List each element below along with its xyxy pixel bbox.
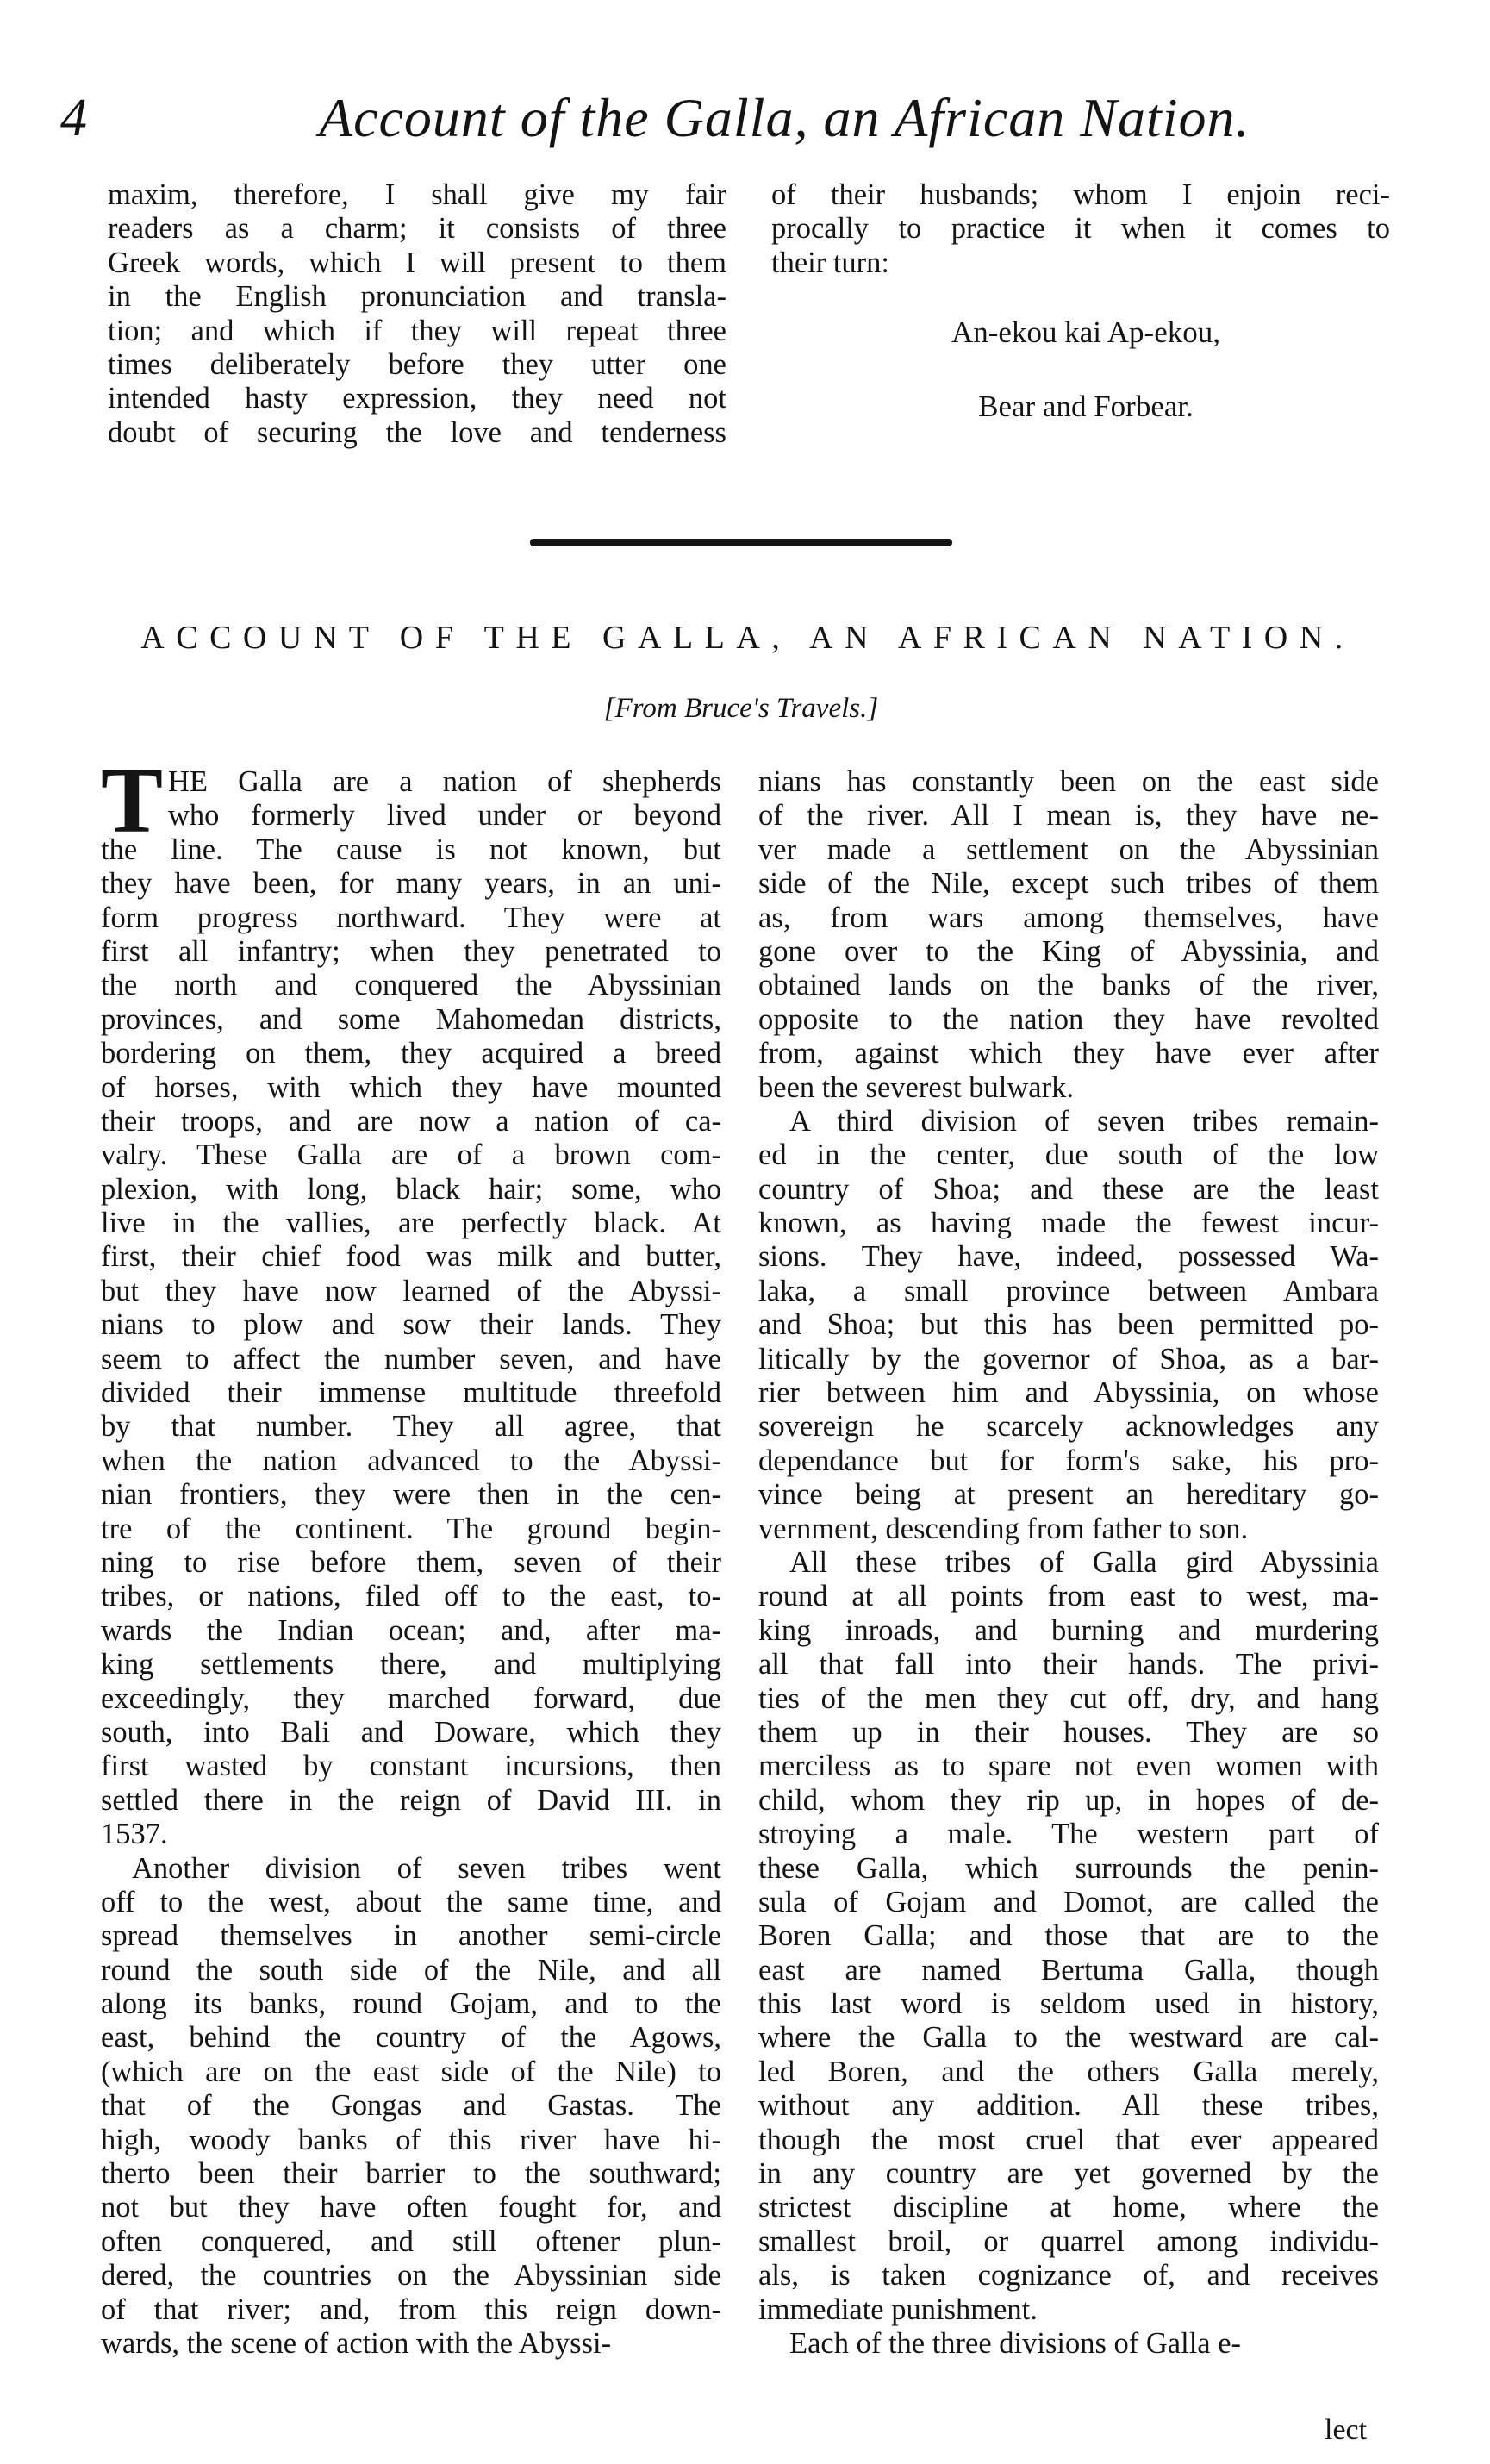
text-line: doubt of securing the love and tenderness xyxy=(108,415,726,449)
running-title: Account of the Galla, an African Nation. xyxy=(319,87,1250,148)
text-line: east are named Bertuma Galla, though xyxy=(758,1953,1379,1987)
text-line: king inroads, and burning and murdering xyxy=(758,1613,1379,1647)
text-line: procally to practice it when it comes to xyxy=(771,212,1390,246)
text-line: divided their immense multitude threefold xyxy=(101,1376,721,1410)
text-line: first, their chief food was milk and butter, xyxy=(101,1240,721,1274)
text-line: but they have now learned of the Abyssi- xyxy=(101,1274,721,1307)
text-line: them up in their houses. They are so xyxy=(758,1715,1379,1749)
text-line: live in the vallies, are perfectly black. At xyxy=(101,1207,721,1240)
text-line: wards, the scene of action with the Abyssi- xyxy=(101,2326,612,2360)
text-line: of their husbands; whom I enjoin reci- xyxy=(771,178,1390,211)
text-line: by that number. They all agree, that xyxy=(101,1410,721,1444)
section-divider-rule xyxy=(530,539,952,546)
text-line: that of the Gongas and Gastas. The xyxy=(101,2089,721,2123)
article-source: [From Bruce's Travels.] xyxy=(603,693,879,724)
motto-english: Bear and Forbear. xyxy=(978,390,1194,423)
running-header xyxy=(60,79,1370,157)
text-line: in the English pronunciation and transla- xyxy=(108,280,726,314)
text-line: (which are on the east side of the Nile) to xyxy=(101,2055,721,2088)
text-line: of the river. All I mean is, they have ne- xyxy=(758,799,1379,833)
text-line: nians has constantly been on the east side xyxy=(758,765,1379,798)
text-line: Another division of seven tribes went xyxy=(132,1851,721,1885)
intro-left-column xyxy=(108,178,726,450)
text-line: nian frontiers, they were then in the cen- xyxy=(101,1478,721,1512)
text-line: when the nation advanced to the Abyssi- xyxy=(101,1444,721,1477)
text-line: rier between him and Abyssinia, on whose xyxy=(758,1376,1379,1410)
text-line: their troops, and are now a nation of ca- xyxy=(101,1104,721,1138)
text-line: obtained lands on the banks of the river, xyxy=(758,969,1379,1002)
text-line: A third division of seven tribes remain- xyxy=(789,1104,1379,1138)
text-line: wards the Indian ocean; and, after ma- xyxy=(101,1613,721,1647)
text-line: without any addition. All these tribes, xyxy=(758,2089,1379,2123)
text-line: king settlements there, and multiplying xyxy=(101,1648,721,1681)
text-line: they have been, for many years, in an uni- xyxy=(101,867,721,901)
text-line: south, into Bali and Doware, which they xyxy=(101,1715,721,1749)
text-line: plexion, with long, black hair; some, who xyxy=(101,1172,721,1206)
text-line: along its banks, round Gojam, and to the xyxy=(101,1987,721,2021)
text-line: Each of the three divisions of Galla e- xyxy=(789,2326,1242,2360)
text-line: opposite to the nation they have revolted xyxy=(758,1002,1379,1036)
text-line: maxim, therefore, I shall give my fair xyxy=(108,178,726,211)
text-line: sions. They have, indeed, possessed Wa- xyxy=(758,1240,1379,1274)
text-line: readers as a charm; it consists of three xyxy=(108,212,726,246)
text-line: sula of Gojam and Domot, are called the xyxy=(758,1885,1379,1918)
text-line: ties of the men they cut off, dry, and hang xyxy=(758,1681,1379,1715)
text-line: stroying a male. The western part of xyxy=(758,1818,1379,1851)
drop-cap: T xyxy=(101,750,164,852)
text-line: first wasted by constant incursions, then xyxy=(101,1750,721,1783)
text-line: form progress northward. They were at xyxy=(101,901,721,934)
article-right-column xyxy=(758,765,1379,2361)
article-title: ACCOUNT OF THE GALLA, AN AFRICAN NATION. xyxy=(140,620,1355,656)
text-line: immediate punishment. xyxy=(758,2292,1038,2326)
text-line: led Boren, and the others Galla merely, xyxy=(758,2055,1379,2088)
text-line: HE Galla are a nation of shepherds xyxy=(168,765,721,798)
text-line: these Galla, which surrounds the penin- xyxy=(758,1851,1379,1885)
text-line: of horses, with which they have mounted xyxy=(101,1070,721,1104)
text-line: first all infantry; when they penetrated to xyxy=(101,934,721,968)
text-line: tre of the continent. The ground begin- xyxy=(101,1512,721,1545)
text-line: therto been their barrier to the southward; xyxy=(101,2157,721,2191)
text-line: seem to affect the number seven, and have xyxy=(101,1342,721,1375)
text-line: off to the west, about the same time, and xyxy=(101,1885,721,1918)
text-line: bordering on them, they acquired a breed xyxy=(101,1037,721,1070)
text-line: and Shoa; but this has been permitted po- xyxy=(758,1308,1379,1342)
motto-greek: An-ekou kai Ap-ekou, xyxy=(951,315,1220,349)
text-line: vince being at present an hereditary go- xyxy=(758,1478,1379,1512)
text-line: side of the Nile, except such tribes of them xyxy=(758,867,1379,901)
text-line: gone over to the King of Abyssinia, and xyxy=(758,934,1379,968)
text-line: sovereign he scarcely acknowledges any xyxy=(758,1410,1379,1444)
text-line: Greek words, which I will present to them xyxy=(108,246,726,279)
text-line: ver made a settlement on the Abyssinian xyxy=(758,833,1379,866)
text-line: merciless as to spare not even women with xyxy=(758,1750,1379,1783)
text-line: vernment, descending from father to son. xyxy=(758,1512,1249,1545)
text-line: dependance but for form's sake, his pro- xyxy=(758,1444,1379,1477)
text-line: Boren Galla; and those that are to the xyxy=(758,1919,1379,1953)
text-line: country of Shoa; and these are the least xyxy=(758,1172,1379,1206)
page-number: 4 xyxy=(60,89,87,147)
text-line: their turn: xyxy=(771,246,890,279)
text-line: 1537. xyxy=(101,1818,168,1851)
text-line: as, from wars among themselves, have xyxy=(758,901,1379,934)
intro-right-column xyxy=(771,178,1390,280)
text-line: this last word is seldom used in history, xyxy=(758,1987,1379,2021)
text-line: nians to plow and sow their lands. They xyxy=(101,1308,721,1342)
text-line: ning to rise before them, seven of their xyxy=(101,1545,721,1579)
text-line: All these tribes of Galla gird Abyssinia xyxy=(789,1545,1379,1579)
text-line: laka, a small province between Ambara xyxy=(758,1274,1379,1307)
text-line: intended hasty expression, they need not xyxy=(108,382,726,415)
text-line: exceedingly, they marched forward, due xyxy=(101,1681,721,1715)
text-line: spread themselves in another semi-circle xyxy=(101,1919,721,1953)
catchword: lect xyxy=(1325,2414,1368,2446)
text-line: the line. The cause is not known, but xyxy=(101,833,721,866)
text-line: provinces, and some Mahomedan districts, xyxy=(101,1002,721,1036)
text-line: though the most cruel that ever appeared xyxy=(758,2123,1379,2156)
text-line: not but they have often fought for, and xyxy=(101,2191,721,2224)
text-line: from, against which they have ever after xyxy=(758,1037,1379,1070)
text-line: round at all points from east to west, ma- xyxy=(758,1580,1379,1613)
text-line: where the Galla to the westward are cal- xyxy=(758,2021,1379,2055)
text-line: been the severest bulwark. xyxy=(758,1070,1074,1104)
text-line: child, whom they rip up, in hopes of de- xyxy=(758,1783,1379,1817)
text-line: round the south side of the Nile, and all xyxy=(101,1953,721,1987)
text-line: high, woody banks of this river have hi- xyxy=(101,2123,721,2156)
text-line: valry. These Galla are of a brown com- xyxy=(101,1138,721,1172)
text-line: dered, the countries on the Abyssinian side xyxy=(101,2259,721,2292)
text-line: smallest broil, or quarrel among individu- xyxy=(758,2224,1379,2258)
text-line: ed in the center, due south of the low xyxy=(758,1138,1379,1172)
text-line: who formerly lived under or beyond xyxy=(168,799,721,833)
text-line: als, is taken cognizance of, and receives xyxy=(758,2259,1379,2292)
text-line: east, behind the country of the Agows, xyxy=(101,2021,721,2055)
text-line: litically by the governor of Shoa, as a bar- xyxy=(758,1342,1379,1375)
text-line: settled there in the reign of David III. in xyxy=(101,1783,721,1817)
text-line: tion; and which if they will repeat three xyxy=(108,314,726,347)
text-line: in any country are yet governed by the xyxy=(758,2157,1379,2191)
article-left-column xyxy=(101,765,721,2361)
text-line: tribes, or nations, filed off to the east, to- xyxy=(101,1580,721,1613)
text-line: of that river; and, from this reign down- xyxy=(101,2292,721,2326)
text-line: the north and conquered the Abyssinian xyxy=(101,969,721,1002)
text-line: times deliberately before they utter one xyxy=(108,347,726,381)
text-line: all that fall into their hands. The privi- xyxy=(758,1648,1379,1681)
text-line: often conquered, and still oftener plun- xyxy=(101,2224,721,2258)
text-line: strictest discipline at home, where the xyxy=(758,2191,1379,2224)
text-line: known, as having made the fewest incur- xyxy=(758,1207,1379,1240)
